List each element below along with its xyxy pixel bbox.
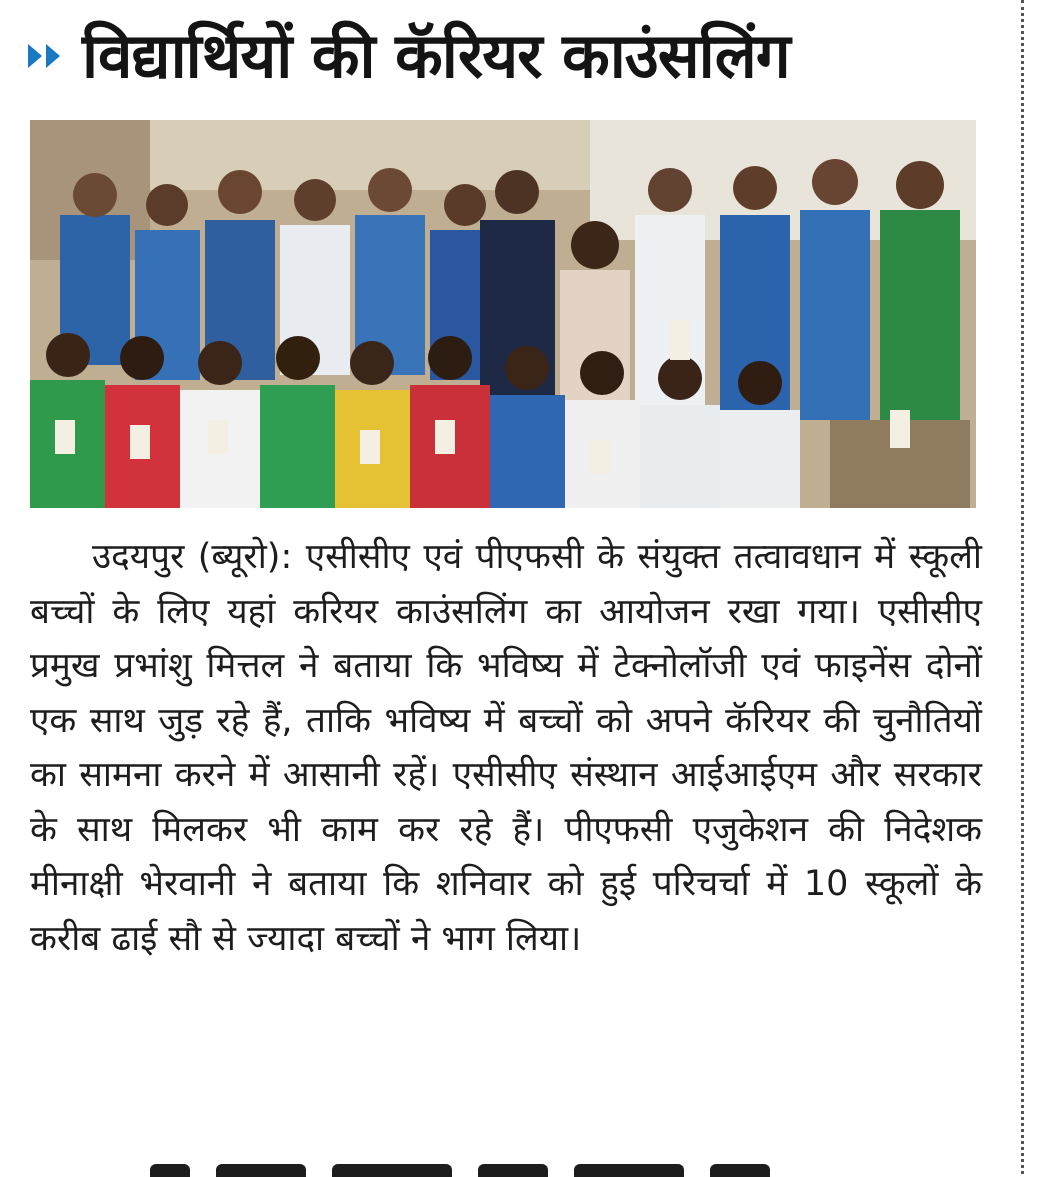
group-photo [30,120,976,508]
column-divider [1021,0,1024,1174]
headline [28,6,1008,106]
headline-text: विद्यार्थियों की कॅरियर काउंसलिंग [82,19,790,92]
group-photo-illustration [30,120,976,508]
double-triangle-right-icon [28,44,64,68]
next-article-cutoff [150,1163,850,1177]
article-body: उदयपुर (ब्यूरो): एसीसीए एवं पीएफसी के संयुक्त तत्वावधान में स्कूली बच्चों के लिए यहां करियर काउंसलिंग का आयोजन रखा गया। एसीसीए प्रमुख प्रभांशु मित्तल ने बताया कि भविष्य में टेक्नोलॉजी एवं फाइनेंस दोनों एक साथ जुड़ रहे हैं, ताकि भविष्य में बच्चों को अपने कॅरियर की चुनौतियों का सामना करने में आसानी रहें। एसीसीए संस्थान आईआईएम और सरकार के साथ मिलकर भी काम कर रहे हैं। पीएफसी एजुकेशन की निदेशक मीनाक्षी भेरवानी ने बताया कि शनिवार को हुई परिचर्चा में 10 स्कूलों के करीब ढाई सौ से ज्यादा बच्चों ने भाग लिया। [30,537,982,959]
